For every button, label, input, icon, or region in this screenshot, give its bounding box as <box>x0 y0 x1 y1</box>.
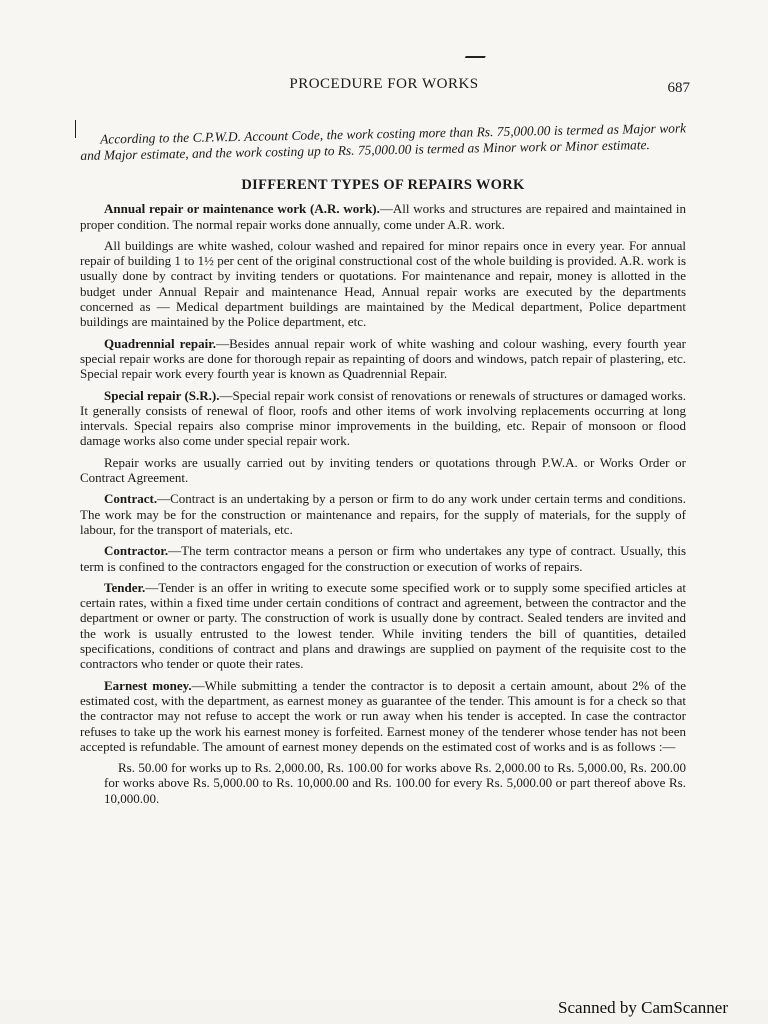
paragraph-repair-works <box>80 455 686 486</box>
paragraph-text: Repair works are usually carried out by inviting tenders or quotations through P.W.A. or Works Order or Contract Agreement. <box>80 454 686 486</box>
paragraph-text: —The term contractor means a person or firm who undertakes any type of contract. Usually, this term is confined to the contractors engaged for the construction or execution of works of repairs. <box>80 543 686 574</box>
paragraph-contract <box>80 491 686 537</box>
term: Quadrennial repair. <box>104 335 217 351</box>
paragraph-special-repair <box>80 388 686 449</box>
term: Annual repair or maintenance work (A.R. work). <box>104 201 380 217</box>
page-number: 687 <box>667 80 690 96</box>
term: Contract. <box>104 491 158 507</box>
paragraph-text: —Special repair work consist of renovations or renewals of structures or damaged works. It generally consists of renewal of floor, roofs and other items of work involving replacements occurring at long intervals. Special repairs also comprise minor improvements in the building, etc. Repair of monsoon or flood damage works also come under special repair work. <box>80 387 687 449</box>
paragraph-text: —All works and structures are repaired and maintained in proper condition. The normal repair works done annually, come under A.R. work. <box>80 201 686 232</box>
paragraph-text: —Contract is an undertaking by a person or firm to do any work under certain terms and conditions. The work may be for the construction or maintenance and repairs, for the supply of materials, for the supply of labour, for the transport of materials, etc. <box>80 491 686 537</box>
paragraph-earnest-money <box>80 678 686 754</box>
paragraph-contractor <box>80 543 686 574</box>
section-title: DIFFERENT TYPES OF REPAIRS WORK <box>241 177 525 193</box>
paragraph-text: —Besides annual repair work of white washing and colour washing, every fourth year special repair works are done for thorough repair as repainting of doors and windows, patch repair of plastering, etc. Special repair work every fourth year is known as Quadrennial Repair. <box>80 335 686 382</box>
paragraph-tender <box>80 580 686 672</box>
page-body <box>80 120 687 812</box>
running-title: PROCEDURE FOR WORKS <box>289 76 479 92</box>
paragraph-building-repairs <box>80 238 686 330</box>
paragraph-annual-repair <box>80 201 686 232</box>
paragraph-quadrennial-repair <box>80 336 686 382</box>
term: Tender. <box>104 579 146 595</box>
pen-mark <box>465 50 490 58</box>
paragraph-rates: Rs. 50.00 for works up to Rs. 2,000.00, Rs. 100.00 for works above Rs. 2,000.00 to Rs. 5,000.00, Rs. 200.00 for works above Rs. 5,000.00 to Rs. 10,000.00 and Rs. 100.00 for every Rs. 5,000.00 or part thereof above Rs. 10,000.00. <box>104 760 686 806</box>
margin-mark <box>75 120 76 138</box>
camscanner-watermark: Scanned by CamScanner <box>558 998 728 1017</box>
term: Contractor. <box>104 543 169 559</box>
paragraph-text: —Tender is an offer in writing to execute some specified work or to supply some specified articles at certain rates, within a fixed time under certain conditions of contract and agreement, between the contractor and the department or owner or party. The construction of work is usually done by contract. Sealed tenders are invited and the work is usually entrusted to the lowest tender. While inviting tenders the bill of quantities, detailed specifications, conditions of contract and plans and drawings are supplied on payment of the requisite cost to the contractors who tender or quote their rates. <box>80 579 686 672</box>
intro-paragraph: According to the C.P.W.D. Account Code, the work costing more than Rs. 75,000.00 is termed as Major work and Major estimate, and the work costing up to Rs. 75,000.00 is termed as Minor work or Minor estimate. <box>80 120 687 163</box>
paragraph-text: All buildings are white washed, colour washed and repaired for minor repairs once in every year. For annual repair of building 1 to 1½ per cent of the original constructional cost of the whole building is provided. A.R. work is usually done by contract by inviting tenders or quotations. For maintenance and repair, money is allotted in the budget under Annual Repair and maintenance Head, Annual repair works are executed by the departments concerned as — Medical department buildings are maintained by the Medical department, Police department buildings are maintained by the Police department, etc. <box>80 237 686 330</box>
term: Special repair (S.R.). <box>104 387 220 403</box>
term: Earnest money. <box>104 677 192 693</box>
paragraph-text: —While submitting a tender the contractor is to deposit a certain amount, about 2% of the estimated cost, with the department, as earnest money as guarantee of the tender. This amount is for a check so that the contractor may not refuse to accept the work or run away when his tender is accepted. In case the contractor refuses to take up the work his earnest money is forfeited. Earnest money of the tenderer whose tender has not been accepted is refundable. The amount of earnest money depends on the estimated cost of works and is as follows :— <box>80 677 686 754</box>
